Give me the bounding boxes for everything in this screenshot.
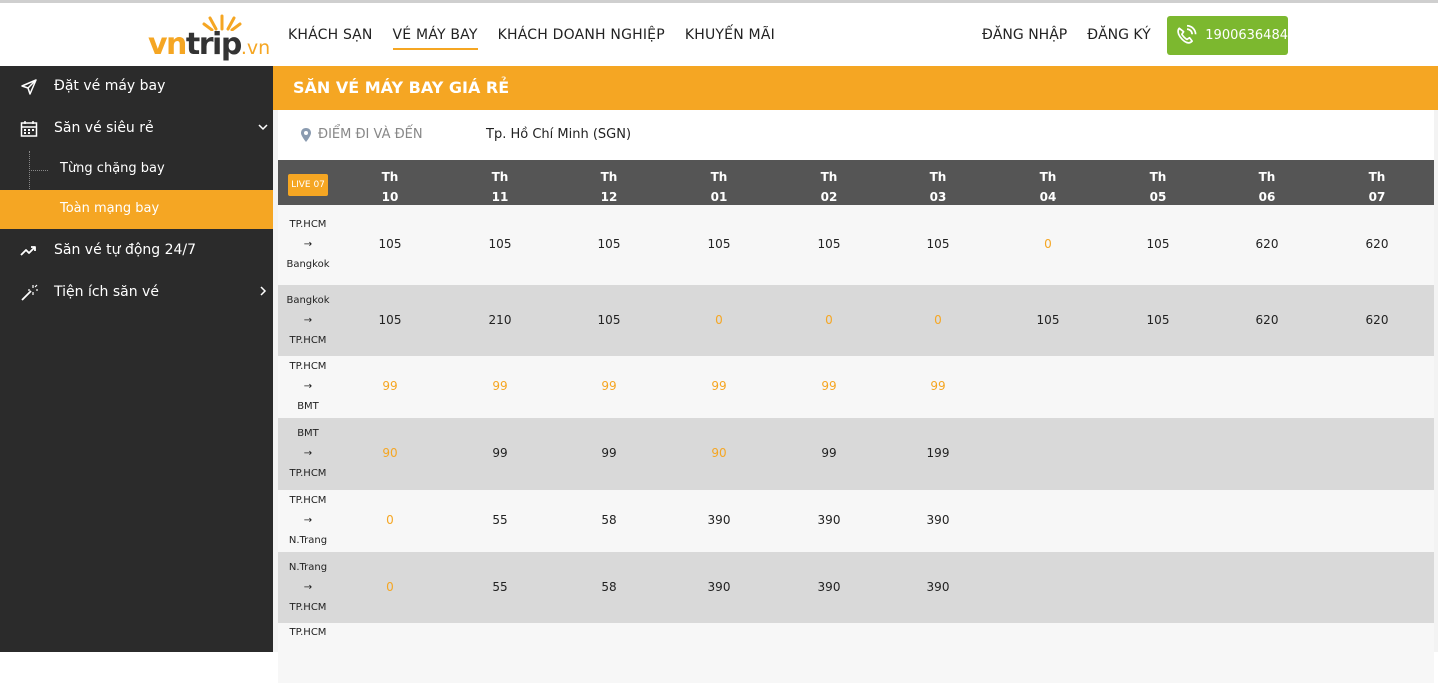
price-cell[interactable]: 390 <box>707 513 731 527</box>
login-link[interactable]: ĐĂNG NHẬP <box>982 26 1068 43</box>
route-to: N.Trang <box>288 535 328 546</box>
logo-vn: vn <box>148 27 186 62</box>
price-cell[interactable]: 105 <box>1146 237 1170 251</box>
map-pin-icon <box>301 128 311 142</box>
sidebar-subitem-all-routes[interactable] <box>0 190 273 229</box>
month-column-header[interactable] <box>1237 167 1297 207</box>
month-prefix: Th <box>381 170 399 184</box>
month-number: 02 <box>820 190 838 204</box>
month-number: 01 <box>710 190 728 204</box>
route-label <box>278 291 338 351</box>
price-cell[interactable]: 390 <box>817 513 841 527</box>
price-cell[interactable]: 620 <box>1365 237 1389 251</box>
price-cell[interactable]: 620 <box>1255 237 1279 251</box>
sidebar-item-auto-hunt[interactable] <box>0 230 273 270</box>
price-cell[interactable]: 55 <box>492 513 508 527</box>
price-cell[interactable]: 90 <box>711 446 727 460</box>
sidebar <box>0 66 273 652</box>
paper-plane-icon <box>20 78 38 96</box>
month-column-header[interactable] <box>360 167 420 207</box>
month-number: 11 <box>491 190 509 204</box>
route-to: TP.HCM <box>289 468 327 479</box>
price-cell[interactable]: 0 <box>386 580 394 594</box>
route-filter[interactable] <box>278 110 1434 160</box>
price-cell[interactable]: 58 <box>601 580 617 594</box>
price-cell[interactable]: 390 <box>817 580 841 594</box>
month-prefix: Th <box>1258 170 1276 184</box>
nav-promotion[interactable]: KHUYẾN MÃI <box>684 26 775 43</box>
month-prefix: Th <box>1039 170 1057 184</box>
price-cell[interactable]: 0 <box>715 313 723 327</box>
sidebar-item-label: Săn vé siêu rẻ <box>54 120 154 136</box>
route-arrow: → <box>303 381 313 392</box>
price-cell[interactable]: 99 <box>382 379 398 393</box>
route-from: TP.HCM <box>289 627 327 638</box>
nav-flight[interactable]: VÉ MÁY BAY <box>392 26 478 43</box>
route-label <box>278 623 338 643</box>
month-prefix: Th <box>491 170 509 184</box>
sidebar-subitem-single-route[interactable] <box>0 150 273 189</box>
month-number: 06 <box>1258 190 1276 204</box>
route-arrow: → <box>303 515 313 526</box>
nav-business[interactable]: KHÁCH DOANH NGHIỆP <box>497 26 665 43</box>
page-title: SĂN VÉ MÁY BAY GIÁ RẺ <box>293 78 510 97</box>
vntrip-logo[interactable] <box>148 13 271 62</box>
origin-select[interactable]: Tp. Hồ Chí Minh (SGN) <box>486 127 632 142</box>
sidebar-item-label: Đặt vé máy bay <box>54 78 166 94</box>
main-content <box>273 66 1438 652</box>
price-cell[interactable]: 99 <box>930 379 946 393</box>
header <box>0 3 1438 66</box>
route-to: Bangkok <box>286 259 330 270</box>
route-from: TP.HCM <box>289 219 327 230</box>
route-to: TP.HCM <box>289 602 327 613</box>
price-cell[interactable]: 210 <box>488 313 512 327</box>
route-from: BMT <box>297 428 319 439</box>
price-cell[interactable]: 390 <box>926 513 950 527</box>
route-label <box>278 357 338 417</box>
sidebar-item-utilities[interactable] <box>0 272 273 312</box>
price-cell[interactable]: 99 <box>711 379 727 393</box>
table-row <box>278 285 1434 356</box>
route-arrow: → <box>303 239 313 250</box>
price-cell[interactable]: 105 <box>488 237 512 251</box>
month-column-header[interactable] <box>799 167 859 207</box>
price-cell[interactable]: 58 <box>601 513 617 527</box>
logo-text <box>148 27 270 62</box>
table-row <box>278 552 1434 623</box>
month-prefix: Th <box>1149 170 1167 184</box>
main-nav <box>288 3 795 66</box>
month-column-header[interactable] <box>908 167 968 207</box>
route-arrow: → <box>303 448 313 459</box>
price-cell[interactable]: 390 <box>926 580 950 594</box>
month-column-header[interactable] <box>1128 167 1188 207</box>
table-header <box>278 160 1434 205</box>
price-cell[interactable]: 0 <box>1044 237 1052 251</box>
sidebar-subitem-label: Từng chặng bay <box>60 161 165 176</box>
sidebar-item-label: Tiện ích săn vé <box>54 284 159 300</box>
route-to: BMT <box>297 401 319 412</box>
price-cell[interactable]: 105 <box>378 313 402 327</box>
price-cell[interactable]: 390 <box>707 580 731 594</box>
sidebar-item-label: Săn vé tự động 24/7 <box>54 242 197 258</box>
route-to: TP.HCM <box>289 335 327 346</box>
filter-label: ĐIỂM ĐI VÀ ĐẾN <box>318 127 423 142</box>
register-link[interactable]: ĐĂNG KÝ <box>1087 26 1151 43</box>
price-cell[interactable]: 105 <box>597 237 621 251</box>
price-cell[interactable]: 0 <box>386 513 394 527</box>
month-column-header[interactable] <box>470 167 530 207</box>
price-cell[interactable]: 99 <box>601 379 617 393</box>
live-badge: LIVE 07 <box>288 174 328 196</box>
route-from: TP.HCM <box>289 495 327 506</box>
sidebar-subitem-label: Toàn mạng bay <box>60 201 160 216</box>
price-cell[interactable]: 99 <box>492 446 508 460</box>
month-prefix: Th <box>820 170 838 184</box>
month-prefix: Th <box>1368 170 1386 184</box>
price-cell[interactable]: 105 <box>817 237 841 251</box>
month-column-header[interactable] <box>579 167 639 207</box>
price-cell[interactable]: 105 <box>378 237 402 251</box>
hotline-number: 1900636484 <box>1205 28 1288 43</box>
price-cell[interactable]: 99 <box>821 446 837 460</box>
price-cell[interactable]: 105 <box>1036 313 1060 327</box>
month-number: 05 <box>1149 190 1167 204</box>
month-number: 12 <box>600 190 618 204</box>
route-from: TP.HCM <box>289 361 327 372</box>
magic-wand-icon <box>20 284 38 302</box>
month-prefix: Th <box>929 170 947 184</box>
price-cell[interactable]: 99 <box>492 379 508 393</box>
route-from: N.Trang <box>288 562 328 573</box>
route-arrow: → <box>303 582 313 593</box>
page-banner <box>273 66 1438 110</box>
table-row <box>278 418 1434 490</box>
route-arrow: → <box>303 315 313 326</box>
price-cell[interactable]: 90 <box>382 446 398 460</box>
route-label <box>278 215 338 275</box>
table-row <box>278 490 1434 552</box>
month-number: 10 <box>381 190 399 204</box>
route-from: Bangkok <box>286 295 330 306</box>
month-number: 03 <box>929 190 947 204</box>
route-label <box>278 558 338 618</box>
price-cell[interactable]: 0 <box>825 313 833 327</box>
month-number: 07 <box>1368 190 1386 204</box>
price-cell[interactable]: 199 <box>926 446 950 460</box>
price-cell[interactable]: 99 <box>601 446 617 460</box>
month-column-header[interactable] <box>689 167 749 207</box>
logo-trip: trip <box>185 27 241 62</box>
price-cell[interactable]: 105 <box>926 237 950 251</box>
price-cell[interactable]: 105 <box>707 237 731 251</box>
trending-up-icon <box>20 242 38 260</box>
price-cell[interactable]: 105 <box>597 313 621 327</box>
route-label <box>278 491 338 551</box>
table-row <box>278 356 1434 418</box>
price-cell[interactable]: 620 <box>1255 313 1279 327</box>
calendar-icon <box>20 120 38 138</box>
price-cell[interactable]: 620 <box>1365 313 1389 327</box>
auth-links <box>982 3 1171 66</box>
price-cell[interactable]: 0 <box>934 313 942 327</box>
chevron-right-icon <box>257 285 269 297</box>
logo-suffix: .vn <box>240 37 271 59</box>
table-row <box>278 205 1434 285</box>
table-row <box>278 623 1434 683</box>
hotline-button[interactable] <box>1167 16 1288 55</box>
month-prefix: Th <box>600 170 618 184</box>
nav-hotel[interactable]: KHÁCH SẠN <box>288 26 373 43</box>
price-cell[interactable]: 55 <box>492 580 508 594</box>
sidebar-item-cheap-tickets[interactable] <box>0 108 273 148</box>
price-cell[interactable]: 105 <box>1146 313 1170 327</box>
month-prefix: Th <box>710 170 728 184</box>
route-label <box>278 424 338 484</box>
month-number: 04 <box>1039 190 1057 204</box>
chevron-down-icon <box>257 121 269 133</box>
sidebar-item-book-flight[interactable] <box>0 66 273 106</box>
month-column-header[interactable] <box>1347 167 1407 207</box>
phone-icon <box>1175 24 1197 48</box>
price-cell[interactable]: 99 <box>821 379 837 393</box>
month-column-header[interactable] <box>1018 167 1078 207</box>
